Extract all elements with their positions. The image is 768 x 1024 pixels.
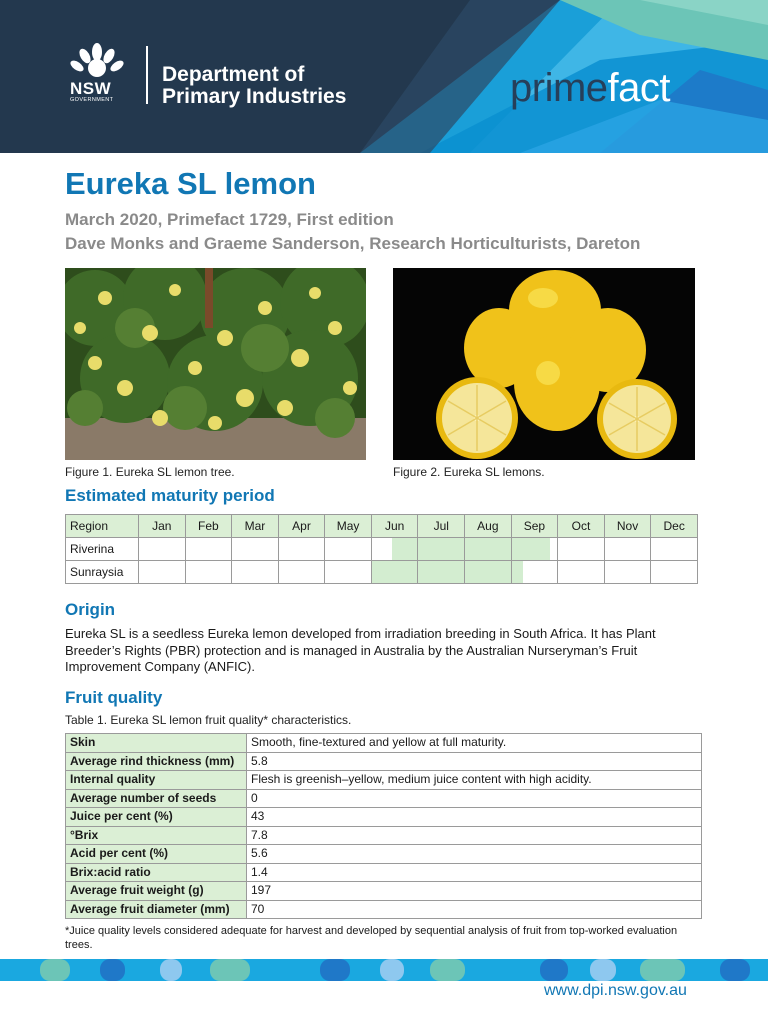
figure-2-caption: Figure 2. Eureka SL lemons. [393, 465, 545, 479]
figure-1-caption: Figure 1. Eureka SL lemon tree. [65, 465, 235, 479]
row-key: Average fruit weight (g) [66, 882, 247, 901]
col-apr: Apr [278, 515, 325, 538]
logo-divider [146, 46, 148, 104]
row-key: °Brix [66, 826, 247, 845]
col-feb: Feb [185, 515, 232, 538]
col-mar: Mar [232, 515, 279, 538]
table-row [66, 882, 702, 901]
lemon-tree-photo [65, 268, 366, 460]
col-oct: Oct [558, 515, 605, 538]
maturity-heading: Estimated maturity period [65, 486, 275, 505]
maturity-cell [511, 561, 558, 584]
col-nov: Nov [604, 515, 651, 538]
col-aug: Aug [465, 515, 512, 538]
row-key: Average number of seeds [66, 789, 247, 808]
maturity-cell [371, 561, 418, 584]
primefact-brand [510, 66, 670, 111]
logo-subtext: GOVERNMENT [70, 97, 114, 103]
department-name [162, 64, 346, 108]
table-row [66, 771, 702, 790]
footer-decoration [0, 959, 768, 981]
department-line-1: Department of [162, 63, 305, 86]
table-row [66, 808, 702, 827]
row-value: Flesh is greenish–yellow, medium juice content with high acidity. [247, 771, 702, 790]
maturity-cell [511, 538, 558, 561]
brand-fact: fact [607, 66, 671, 110]
table-row [66, 538, 698, 561]
brand-prime: prime [510, 66, 608, 110]
row-value: 5.8 [247, 752, 702, 771]
origin-paragraph: Eureka SL is a seedless Eureka lemon developed from irradiation breeding in South Africa. It has Plant Breeder’s Rights (PBR) protection and is managed in Australia by the Australian Nurseryman’s Fruit Improvement Company (ANFIC). [65, 626, 656, 674]
row-key: Internal quality [66, 771, 247, 790]
col-may: May [325, 515, 372, 538]
row-value: 0 [247, 789, 702, 808]
authors-line: Dave Monks and Graeme Sanderson, Research Horticulturists, Dareton [65, 234, 641, 253]
col-jul: Jul [418, 515, 465, 538]
row-value: 197 [247, 882, 702, 901]
maturity-cell [418, 538, 465, 561]
region-riverina: Riverina [66, 538, 139, 561]
fruit-quality-table [65, 733, 702, 919]
maturity-cell [371, 538, 418, 561]
footer-url-link[interactable]: www.dpi.nsw.gov.au [544, 982, 687, 999]
col-sep: Sep [511, 515, 558, 538]
document-title: Eureka SL lemon [65, 166, 316, 201]
region-sunraysia: Sunraysia [66, 561, 139, 584]
date-line: March 2020, Primefact 1729, First edition [65, 210, 394, 229]
row-value: 1.4 [247, 863, 702, 882]
row-value: 7.8 [247, 826, 702, 845]
row-value: 5.6 [247, 845, 702, 864]
row-key: Brix:acid ratio [66, 863, 247, 882]
row-key: Acid per cent (%) [66, 845, 247, 864]
lemons-photo [393, 268, 695, 460]
col-region: Region [66, 515, 139, 538]
row-key: Average rind thickness (mm) [66, 752, 247, 771]
row-key: Skin [66, 734, 247, 753]
maturity-table [65, 514, 698, 584]
table-1-caption: Table 1. Eureka SL lemon fruit quality* characteristics. [65, 713, 352, 727]
table-row [66, 789, 702, 808]
logo-wordmark: NSW [70, 79, 112, 98]
table-row [66, 900, 702, 919]
table-row [66, 561, 698, 584]
col-jan: Jan [139, 515, 186, 538]
row-key: Juice per cent (%) [66, 808, 247, 827]
fruit-quality-heading: Fruit quality [65, 688, 163, 707]
col-dec: Dec [651, 515, 698, 538]
maturity-header-row [66, 515, 698, 538]
page-header [0, 0, 768, 153]
row-key: Average fruit diameter (mm) [66, 900, 247, 919]
table-row [66, 845, 702, 864]
table-row [66, 826, 702, 845]
row-value: Smooth, fine-textured and yellow at full maturity. [247, 734, 702, 753]
row-value: 70 [247, 900, 702, 919]
maturity-cell [465, 561, 512, 584]
table-row [66, 863, 702, 882]
origin-heading: Origin [65, 600, 116, 619]
col-jun: Jun [371, 515, 418, 538]
maturity-cell [418, 561, 465, 584]
table-row [66, 734, 702, 753]
department-line-2: Primary Industries [162, 85, 347, 108]
table-row [66, 752, 702, 771]
maturity-cell [465, 538, 512, 561]
row-value: 43 [247, 808, 702, 827]
table-footnote: *Juice quality levels considered adequate for harvest and developed by sequential analysis of fruit from top-worked evaluation trees. [65, 925, 678, 951]
